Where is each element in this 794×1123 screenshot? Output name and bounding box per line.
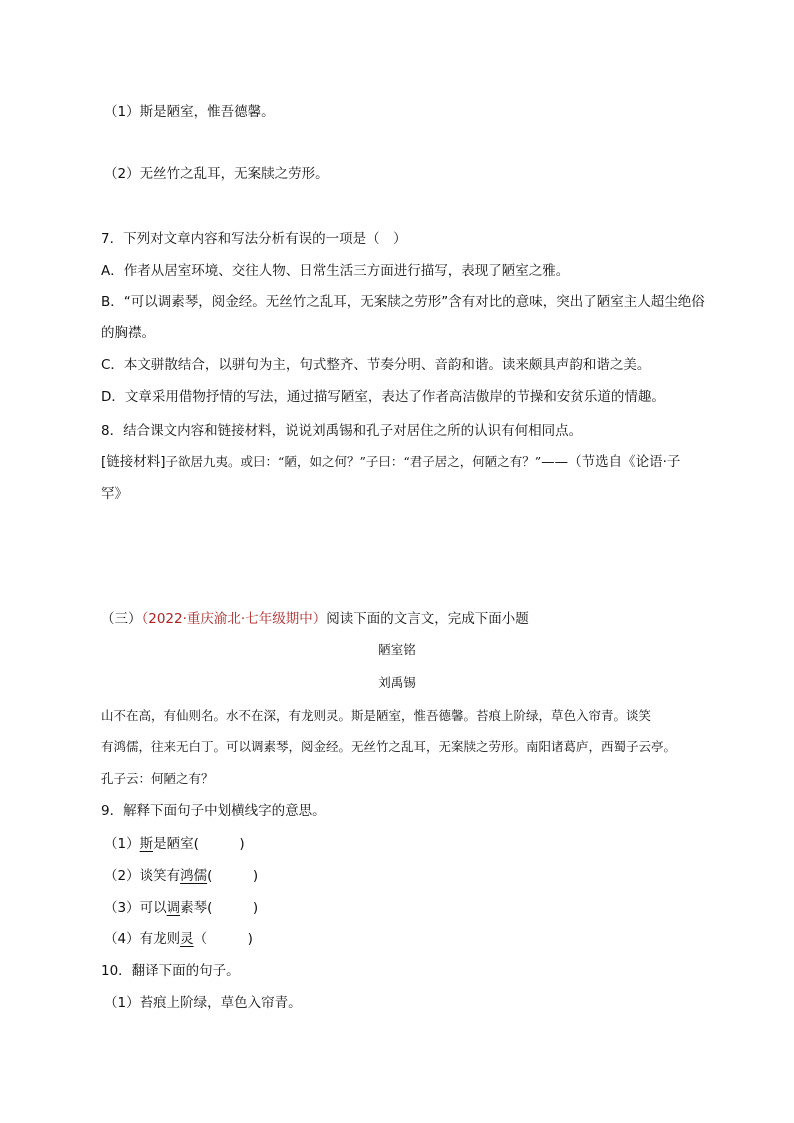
item-prefix: （1） [104, 836, 140, 852]
underlined-word: 灵 [180, 931, 194, 947]
poem-title: 陋室铭 [378, 642, 416, 657]
question-7-option-a: A．作者从居室环境、交往人物、日常生活三方面进行描写，表现了陋室之雅。 [101, 263, 570, 279]
link-material-label: [链接材料] [101, 454, 166, 470]
item-suffix: （ ) [193, 931, 253, 947]
question-9-stem: 9．解释下面句子中划横线字的意思。 [101, 803, 326, 819]
underlined-word: 斯 [139, 836, 154, 852]
question-9-item-3 [104, 899, 258, 917]
poem-text-line-3: 孔子云：何陋之有？ [101, 771, 214, 786]
poem-text-line-2: 有鸿儒，往来无白丁。可以调素琴，阅金经。无丝竹之乱耳，无案牍之劳形。南阳诸葛庐，西蜀子云亭。 [101, 739, 677, 754]
question-7-option-d: D．文章采用借物抒情的写法，通过描写陋室，表达了作者高洁傲岸的节操和安贫乐道的情趣。 [101, 389, 665, 405]
question-7-option-b: B．“可以调素琴，阅金经。无丝竹之乱耳，无案牍之劳形”含有对比的意味，突出了陋室主人超尘绝俗 [101, 294, 705, 310]
item-suffix: 是陋室( ) [153, 836, 245, 852]
question-10-stem: 10．翻译下面的句子。 [101, 963, 240, 979]
section-3-heading [101, 610, 529, 628]
question-7-stem: 7．下列对文章内容和写法分析有误的一项是（ ） [101, 231, 407, 247]
question-7-option-b-cont: 的胸襟。 [101, 325, 155, 341]
sentence-1: （1）斯是陋室，惟吾德馨。 [104, 104, 275, 120]
question-8-stem: 8．结合课文内容和链接材料，说说刘禹锡和孔子对居住之所的认识有何相同点。 [101, 423, 583, 439]
item-prefix: （4）有龙则 [104, 931, 181, 947]
underlined-word: 调 [166, 900, 181, 916]
poem-author: 刘禹锡 [378, 675, 416, 690]
item-prefix: （2）谈笑有 [104, 868, 181, 884]
question-9-item-1 [104, 835, 245, 853]
question-10-item-1: （1）苔痕上阶绿，草色入帘青。 [104, 995, 302, 1011]
item-suffix: 素琴( ) [180, 900, 259, 916]
item-prefix: （3）可以 [104, 900, 167, 916]
link-material-source-cont: 罕》 [101, 486, 128, 502]
link-material [101, 453, 680, 471]
question-9-item-2 [104, 867, 258, 885]
link-material-source: ——（节选自《论语·子 [541, 454, 681, 470]
section-3-prefix: （三） [101, 611, 142, 627]
section-3-instruction: 阅读下面的文言文，完成下面小题 [326, 611, 529, 627]
question-7-option-c: C．本文骈散结合，以骈句为主，句式整齐、节奏分明、音韵和谐。读来颇具声韵和谐之美。 [101, 357, 651, 373]
underlined-word: 鸿儒 [180, 868, 208, 884]
section-3-source: （2022·重庆渝北·七年级期中） [141, 611, 327, 627]
poem-text-line-1: 山不在高，有仙则名。水不在深，有龙则灵。斯是陋室，惟吾德馨。苔痕上阶绿，草色入帘青。谈笑 [101, 708, 652, 723]
question-9-item-4 [104, 930, 253, 948]
item-suffix: ( ) [207, 868, 259, 884]
sentence-2: （2）无丝竹之乱耳，无案牍之劳形。 [104, 166, 329, 182]
link-material-text: 子欲居九夷。或曰：“陋，如之何？”子曰：“君子居之，何陋之有？” [165, 454, 542, 469]
